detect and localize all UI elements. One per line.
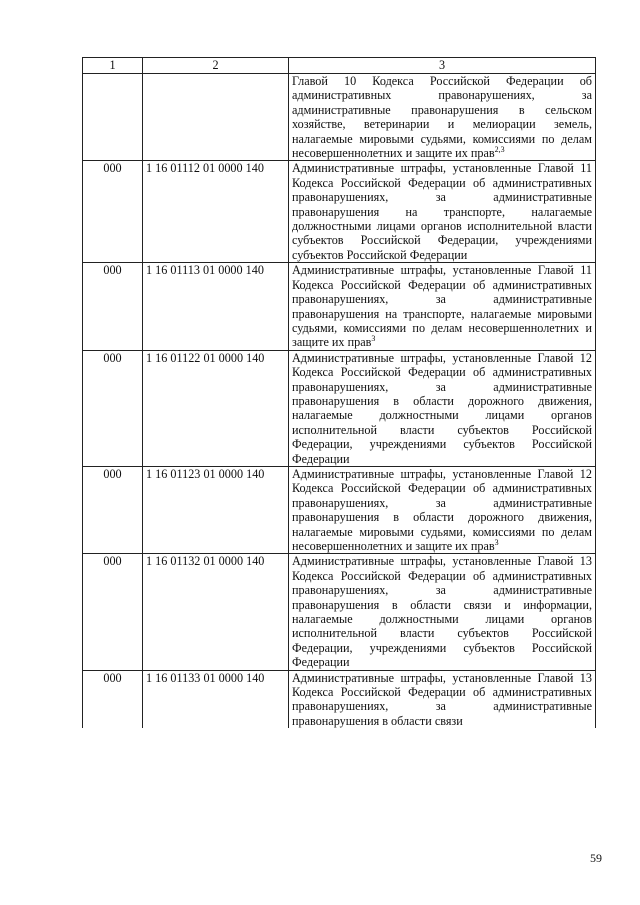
budget-code-cell: 1 16 01122 01 0000 140 <box>143 350 289 466</box>
header-cell: 1 <box>83 58 143 74</box>
table-row <box>83 466 596 553</box>
footnote-mark: 3 <box>494 537 499 547</box>
table-body <box>83 74 596 729</box>
description-text: Административные штрафы, установленные Главой 13 Кодекса Российской Федерации об административных правонарушениях, за административные правонарушения в области связи <box>292 670 592 728</box>
description-text: Административные штрафы, установленные Главой 13 Кодекса Российской Федерации об административных правонарушениях, за административные правонарушения в области связи и информации, налагаемые должностными лицами органов исполнительной власти субъектов Российской Федерации, учреждениями субъектов Российской Федерации <box>292 554 592 670</box>
admin-code-cell: 000 <box>83 670 143 728</box>
table-row <box>83 350 596 466</box>
description-cell <box>289 263 596 350</box>
budget-code-cell: 1 16 01123 01 0000 140 <box>143 466 289 553</box>
admin-code-cell: 000 <box>83 466 143 553</box>
description-cell <box>289 161 596 263</box>
table-row <box>83 161 596 263</box>
page-number: 59 <box>590 851 602 865</box>
admin-code-cell: 000 <box>83 263 143 350</box>
description-cell <box>289 74 596 161</box>
description-text: Главой 10 Кодекса Российской Федерации об административных правонарушениях, за административные правонарушения в сельском хозяйстве, ветеринарии и мелиорации земель, налагаемые мировыми судьями, комиссиями по делам несовершеннолетних и защите их прав <box>292 74 592 161</box>
budget-code-cell: 1 16 01132 01 0000 140 <box>143 554 289 670</box>
budget-code-cell: 1 16 01133 01 0000 140 <box>143 670 289 728</box>
budget-code-cell: 1 16 01112 01 0000 140 <box>143 161 289 263</box>
budget-code-cell: 1 16 01113 01 0000 140 <box>143 263 289 350</box>
footnote-mark: 2,3 <box>494 144 505 154</box>
description-cell <box>289 670 596 728</box>
header-row <box>83 58 596 74</box>
header-cell: 3 <box>289 58 596 74</box>
description-text: Административные штрафы, установленные Главой 11 Кодекса Российской Федерации об административных правонарушениях, за административные правонарушения на транспорте, налагаемые мировыми судьями, комиссиями по делам несовершеннолетних и защите их прав <box>292 263 592 350</box>
footnote-mark: 3 <box>371 334 376 344</box>
admin-code-cell <box>83 74 143 161</box>
table-row <box>83 263 596 350</box>
budget-code-cell <box>143 74 289 161</box>
table-row <box>83 554 596 670</box>
table-row <box>83 74 596 161</box>
description-cell <box>289 554 596 670</box>
description-cell <box>289 350 596 466</box>
admin-code-cell: 000 <box>83 350 143 466</box>
table-row <box>83 670 596 728</box>
description-cell <box>289 466 596 553</box>
admin-code-cell: 000 <box>83 161 143 263</box>
description-text: Административные штрафы, установленные Главой 12 Кодекса Российской Федерации об административных правонарушениях, за административные правонарушения в области дорожного движения, налагаемые должностными лицами органов исполнительной власти субъектов Российской Федерации, учреждениями субъектов Российской Федерации <box>292 350 592 466</box>
header-cell: 2 <box>143 58 289 74</box>
admin-code-cell: 000 <box>83 554 143 670</box>
budget-codes-table <box>82 57 596 728</box>
description-text: Административные штрафы, установленные Главой 12 Кодекса Российской Федерации об административных правонарушениях, за административные правонарушения в области дорожного движения, налагаемые мировыми судьями, комиссиями по делам несовершеннолетних и защите их прав <box>292 466 592 553</box>
description-text: Административные штрафы, установленные Главой 11 Кодекса Российской Федерации об административных правонарушениях, за административные правонарушения на транспорте, налагаемые должностными лицами органов исполнительной власти субъектов Российской Федерации, учреждениями субъектов Российской Федерации <box>292 161 592 262</box>
table-header <box>83 58 596 74</box>
